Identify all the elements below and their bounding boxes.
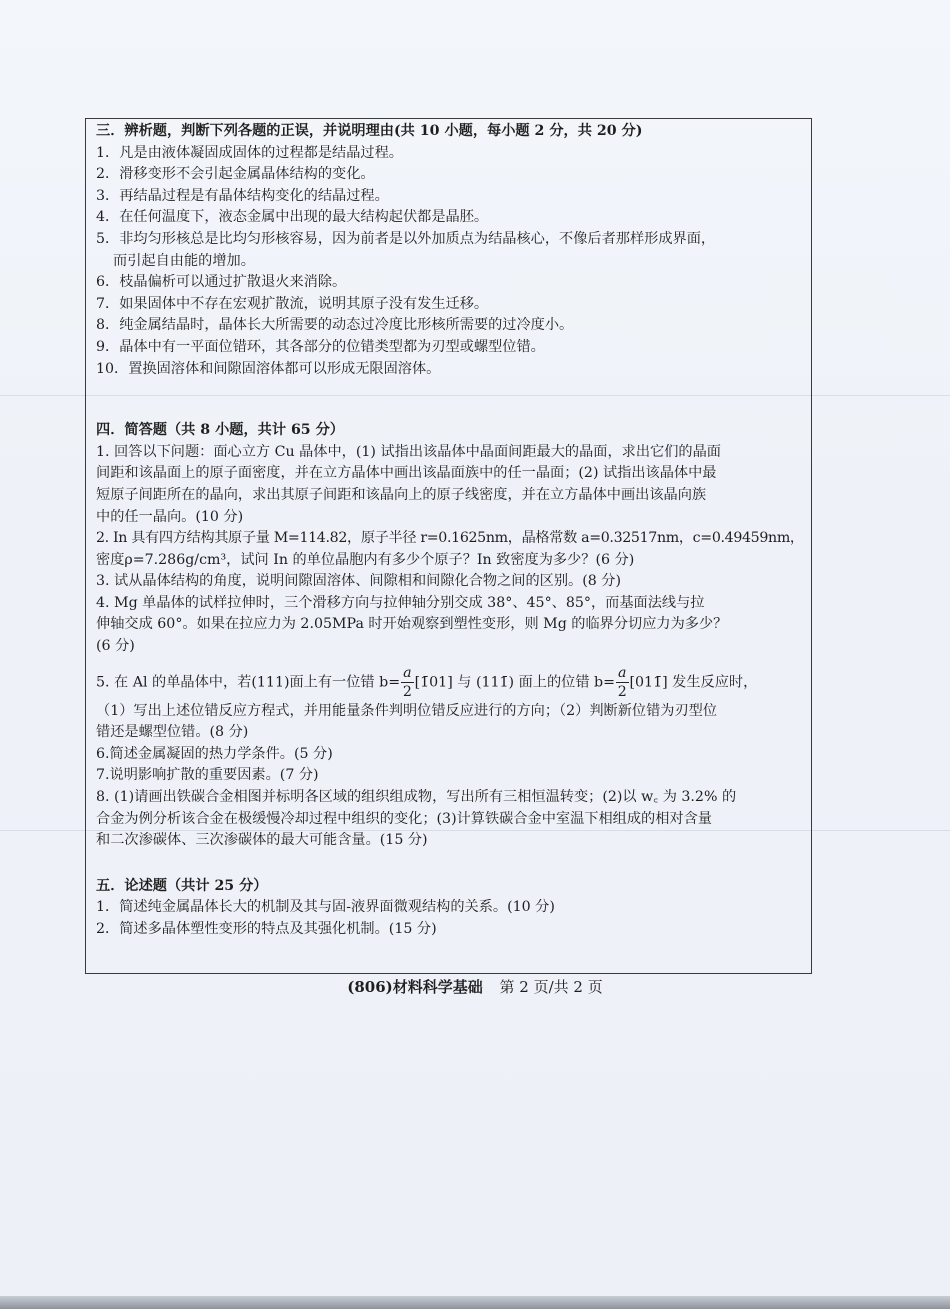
q5-direction-1: [1̄01]: [414, 674, 453, 691]
q5-direction-2: [011̄]: [629, 674, 668, 691]
q1-line: 短原子间距所在的晶向，求出其原子间距和该晶向上的原子线密度，并在立方晶体中画出该晶向族: [96, 486, 707, 503]
q1-line: 1. 回答以下问题：面心立方 Cu 晶体中，(1) 试指出该晶体中晶面间距最大的晶面，求出它们的晶面: [96, 443, 721, 460]
page-footer: [0, 976, 950, 998]
q5-formula-line: [96, 658, 808, 701]
exam-content: [96, 121, 808, 941]
q4-line: 伸轴交成 60°。如果在拉应力为 2.05MPa 时开始观察到塑性变形，则 Mg 的临界分切应力为多少？: [96, 616, 728, 633]
s5-item-2: 2．简述多晶体塑性变形的特点及其强化机制。(15 分): [96, 921, 437, 937]
q7: 7.说明影响扩散的重要因素。(7 分): [96, 767, 319, 784]
s3-item-1: 1．凡是由液体凝固成固体的过程都是结晶过程。: [96, 144, 403, 161]
q4-line: 4. Mg 单晶体的试样拉伸时，三个滑移方向与拉伸轴分别交成 38°、45°、85°，而基面法线与拉: [96, 594, 705, 611]
s3-item-5-cont: 而引起自由能的增加。: [113, 252, 255, 269]
q1-line: 间距和该晶面上的原子面密度，并在立方晶体中画出该晶面族中的任一晶面；(2) 试指出该晶体中最: [96, 465, 717, 482]
page-number: 第 2 页/共 2 页: [499, 978, 603, 996]
q8-line: 合金为例分析该合金在极缓慢冷却过程中组织的变化；(3)计算铁碳合金中室温下相组成的相对含量: [96, 810, 712, 827]
q8-line: 和二次渗碳体、三次渗碳体的最大可能含量。(15 分): [96, 832, 428, 849]
q5-text-mid: 与 (111̄) 面上的位错 b=: [452, 674, 616, 691]
q6: 6.简述金属凝固的热力学条件。(5 分): [96, 745, 333, 762]
q3: 3. 试从晶体结构的角度，说明间隙固溶体、间隙相和间隙化合物之间的区别。(8 分): [96, 573, 622, 590]
fraction-a-over-2: $\frac{a}{2}$: [617, 664, 627, 700]
q2-line: 密度ρ=7.286g/cm³，试问 In 的单位晶胞内有多少个原子？In 致密度为多少？(6 分): [96, 551, 635, 568]
q4-line: (6 分): [96, 638, 135, 655]
section5-heading: 五．论述题（共计 25 分）: [96, 877, 268, 894]
s3-item-10: 10．置换固溶体和间隙固溶体都可以形成无限固溶体。: [96, 360, 441, 377]
q2-line: 2. In 具有四方结构其原子量 M=114.82，原子半径 r=0.1625nm，晶格常数 a=0.32517nm，c=0.49459nm，: [96, 530, 804, 547]
q1-line: 中的任一晶向。(10 分): [96, 508, 244, 525]
s3-item-9: 9．晶体中有一平面位错环，其各部分的位错类型都为刃型或螺型位错。: [96, 338, 545, 355]
s3-item-6: 6．枝晶偏析可以通过扩散退火来消除。: [96, 274, 347, 291]
q5-text-a: 5. 在 Al 的单晶体中，若(111)面上有一位错 b=: [96, 674, 401, 691]
s5-item-1: 1．简述纯金属晶体长大的机制及其与固-液界面微观结构的关系。(10 分): [96, 899, 555, 916]
fraction-a-over-2: $\frac{a}{2}$: [402, 664, 412, 700]
q5-line: （1）写出上述位错反应方程式，并用能量条件判明位错反应进行的方向；（2）判断新位错为刃型位: [96, 702, 718, 719]
section4-heading: 四．简答题（共 8 小题，共计 65 分）: [96, 422, 344, 439]
s3-item-4: 4．在任何温度下，液态金属中出现的最大结构起伏都是晶胚。: [96, 209, 489, 226]
q5-text-b: 发生反应时，: [667, 674, 758, 691]
s3-item-7: 7．如果固体中不存在宏观扩散流，说明其原子没有发生迁移。: [96, 295, 489, 312]
course-name: (806)材料科学基础: [347, 978, 483, 996]
q8-line: 8. (1)请画出铁碳合金相图并标明各区域的组织组成物，写出所有三相恒温转变；(2)以 w꜀ 为 3.2% 的: [96, 789, 737, 806]
section3-heading: 三．辨析题，判断下列各题的正误，并说明理由(共 10 小题，每小题 2 分，共 20 分): [96, 123, 643, 139]
s3-item-5: 5．非均匀形核总是比均匀形核容易，因为前者是以外加质点为结晶核心，不像后者那样形成界面，: [96, 230, 716, 247]
s3-item-3: 3．再结晶过程是有晶体结构变化的结晶过程。: [96, 187, 389, 204]
q5-line: 错还是螺型位错。(8 分): [96, 724, 249, 741]
s3-item-2: 2．滑移变形不会引起金属晶体结构的变化。: [96, 166, 375, 183]
scan-edge: [0, 1296, 950, 1309]
s3-item-8: 8．纯金属结晶时，晶体长大所需要的动态过冷度比形核所需要的过冷度小。: [96, 317, 574, 334]
